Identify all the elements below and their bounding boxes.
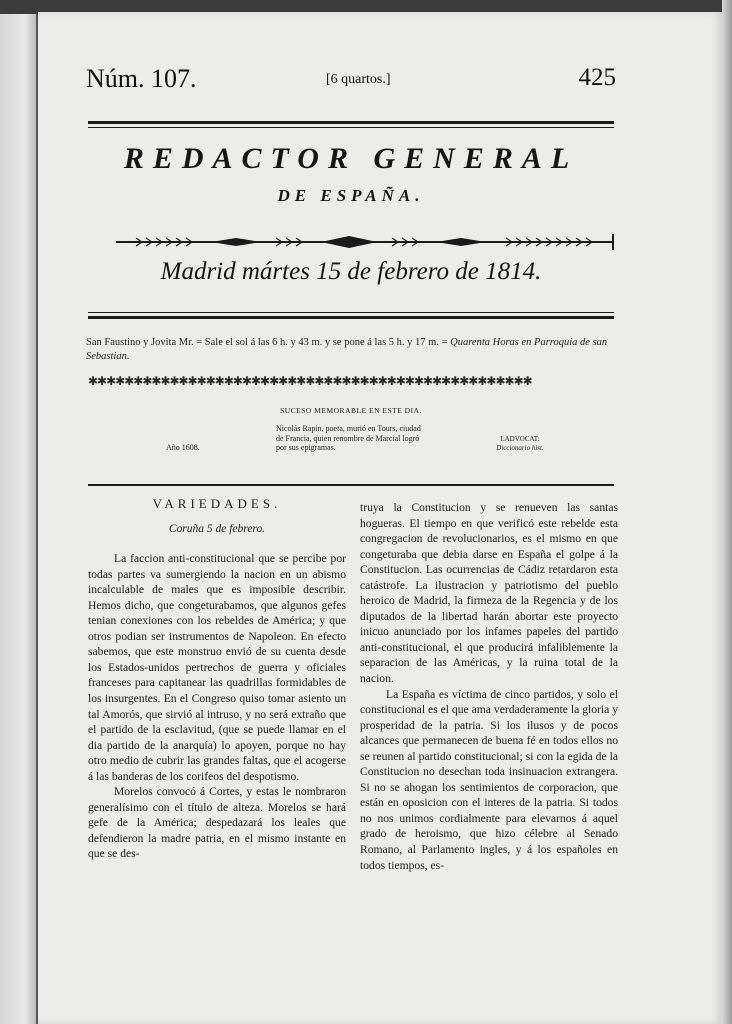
date-line: Madrid mártes 15 de febrero de 1814. xyxy=(160,258,542,285)
almanac-line xyxy=(86,336,618,364)
memorable-event-source xyxy=(480,435,560,453)
paragraph: Morelos convocó á Cortes, y estas le nombraron generalísimo con el título de alteza. Morelos se hará gefe de la América; despedazará los leales que defendieron la madre patria, en el mismo instante en que se des- xyxy=(88,785,346,861)
ornament-divider xyxy=(116,232,614,252)
issue-price: [6 quartos.] xyxy=(326,72,391,87)
header-rule-thin xyxy=(88,127,614,128)
article-dateline: Coruña 5 de febrero. xyxy=(168,522,266,535)
page-stack-edge xyxy=(722,0,732,1024)
header-rule-thick xyxy=(88,121,614,124)
masthead-subtitle: DE ESPAÑA. xyxy=(277,186,425,205)
source-work: Diccionario hist. xyxy=(496,444,544,452)
masthead-title: REDACTOR GENERAL xyxy=(123,142,579,175)
page-header xyxy=(86,64,616,98)
memorable-event-text: Nicolás Rapin, poeta, murió en Tours, ciudad de Francia, quien renombre de Marcial logró por sus epigramas. xyxy=(276,424,421,452)
page-number: 425 xyxy=(578,64,616,91)
article-column-left xyxy=(88,496,346,862)
memorable-event-heading: SUCESO MEMORABLE EN ESTE DIA. xyxy=(280,406,422,415)
paragraph: truya la Constitucion y se renueven las santas hogueras. El tiempo en que verificó este rebelde esta congregacion de revolucionarios, es el mismo en que congeturaba que debia darse en España el golpe á la Constitucion. Las ocurrencias de Cádiz retardaron esta catástrofe. La ilustracion y patriotismo del pueblo heroico de Madrid, la firmeza de la Regencia y de los diputados de la libertad harán abortar este proyecto inicuo anunciado por los infames papeles del partido anti-constitucional, el que producirá infaliblemente la separacion de las Américas, y la ruina total de la nacion. xyxy=(360,501,618,686)
date-rule-thin xyxy=(88,312,614,313)
paragraph: La España es víctima de cinco partidos, y solo el constitucional es el que ama verdaderamente la gloria y prosperidad de la patria. Si los ilusos y de pocos alcances que permanecen de buena fé en todos ellos no se reunen al partido constitucional; si con la egida de la Constitucion no desechan toda insinuacion extrangera. Si no se ahogan los sentimientos de corporacion, que están en oposicion con el interes de la patria. Si todos no nos unimos cordialmente para elevarnos á aquel grado de heroismo, que hizo célebre al Senado Romano, al Parlamento ingles, y á los españoles en todos tiempos, es- xyxy=(360,687,618,872)
date-rule-thick xyxy=(88,316,614,319)
saints-and-sun-times: San Faustino y Jovita Mr. = Sale el sol á las 6 h. y 43 m. y se pone á las 5 h. y 17 m. = xyxy=(86,337,448,348)
article-column-right xyxy=(360,500,618,873)
forty-hours-notice: Quarenta Horas en Parroquia de san Sebastian. xyxy=(86,337,608,362)
section-heading: VARIEDADES. xyxy=(152,496,282,511)
paragraph: La faccion anti-constitucional que se percibe por todas partes va sumergiendo la nacion en un abismo incalculable de males que es imposible describir. Hemos dicho, que congeturabamos, que algunos gefes tenian conexiones con los rebeldes de América; y que otros podian ser instrumentos de Napoleon. En efecto sabemos, que este monstruo envió de su cuenta desde los Estados-unidos pertrechos de guerra y oficiales franceses para capitanear las quadrillas formidables de los insurgentes. En el Congreso quiso tomar asiento un tal Amorós, que sirvió al intruso, y no será extraño que el partido de la esclavitud, (que se puede llamar en el dia partido de la anarquía) lo apoyen, porque no hay otro medio de cubrir las grandes faltas, que el acogerse á las banderas de los corifeos del despotismo. xyxy=(88,552,346,783)
facing-page-edge xyxy=(0,14,38,1024)
memorable-event-year: Año 1608. xyxy=(166,443,200,452)
source-author: LADVOCAT: xyxy=(500,435,540,443)
issue-number: Núm. 107. xyxy=(86,64,197,93)
section-rule xyxy=(88,484,614,486)
star-border: ✱✱✱✱✱✱✱✱✱✱✱✱✱✱✱✱✱✱✱✱✱✱✱✱✱✱✱✱✱✱✱✱✱✱✱✱✱✱✱✱✱✱✱✱✱✱✱✱✱ xyxy=(88,374,532,388)
